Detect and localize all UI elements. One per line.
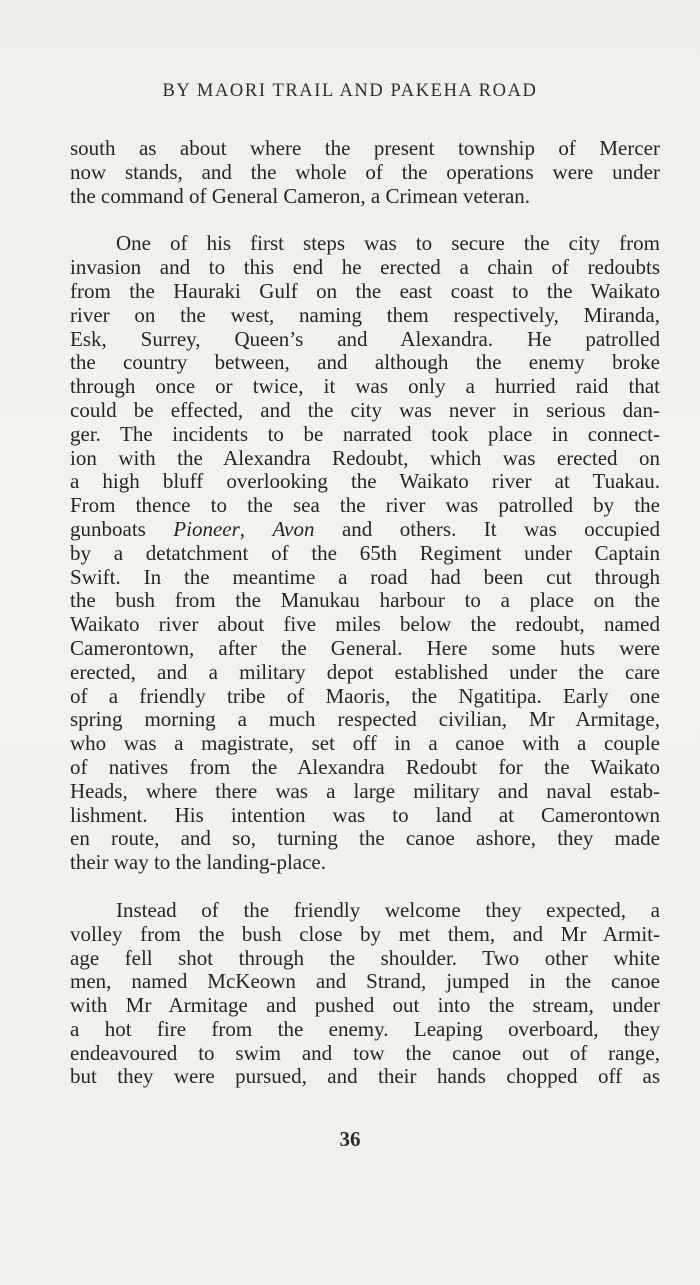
paragraph-1 bbox=[70, 137, 660, 208]
text-line: Camerontown, after the General. Here some huts were bbox=[70, 635, 660, 660]
text-line: of a friendly tribe of Maoris, the Ngatitipa. Early one bbox=[70, 683, 660, 708]
text-line: From thence to the sea the river was patrolled by the bbox=[70, 493, 660, 518]
text-line: their way to the landing-place. bbox=[70, 850, 326, 875]
text-line: of natives from the Alexandra Redoubt for the Waikato bbox=[70, 754, 660, 779]
text-line: Heads, where there was a large military and naval estab- bbox=[70, 778, 660, 803]
text-line: age fell shot through the shoulder. Two other white bbox=[70, 945, 660, 970]
body-text bbox=[70, 137, 660, 1089]
text-line: the country between, and although the enemy broke bbox=[70, 350, 660, 375]
paragraph-2 bbox=[70, 232, 660, 875]
text-line: now stands, and the whole of the operations were under bbox=[70, 159, 660, 184]
text-line-italic-ships: gunboats Pioneer, Avon and others. It was occupied bbox=[70, 516, 660, 541]
text-line: from the Hauraki Gulf on the east coast to the Waikato bbox=[70, 278, 660, 303]
text-line: spring morning a much respected civilian, Mr Armitage, bbox=[70, 707, 660, 732]
text-line: lishment. His intention was to land at Camerontown bbox=[70, 802, 660, 827]
text-line: ger. The incidents to be narrated took place in connect- bbox=[70, 421, 660, 446]
text-line: Waikato river about five miles below the redoubt, named bbox=[70, 612, 660, 637]
text-line: south as about where the present township of Mercer bbox=[70, 136, 660, 160]
running-header: BY MAORI TRAIL AND PAKEHA ROAD bbox=[162, 81, 538, 101]
ship-name: Pioneer bbox=[173, 516, 240, 541]
text-line: erected, and a military depot established under the care bbox=[70, 659, 660, 684]
page-number: 36 bbox=[339, 1127, 361, 1151]
text-line: a hot fire from the enemy. Leaping overboard, they bbox=[70, 1016, 660, 1041]
text-line: with Mr Armitage and pushed out into the stream, under bbox=[70, 993, 660, 1018]
text-line: invasion and to this end he erected a chain of redoubts bbox=[70, 255, 660, 280]
text-line: the command of General Cameron, a Crimean veteran. bbox=[70, 183, 531, 208]
text-line: a high bluff overlooking the Waikato river at Tuakau. bbox=[70, 469, 660, 494]
ship-name: Avon bbox=[272, 516, 315, 541]
paragraph-3 bbox=[70, 899, 660, 1089]
text-line: en route, and so, turning the canoe ashore, they made bbox=[70, 826, 660, 851]
text-line: the bush from the Manukau harbour to a place on the bbox=[70, 588, 660, 613]
text-line: who was a magistrate, set off in a canoe with a couple bbox=[70, 731, 660, 756]
text-line: could be effected, and the city was never in serious dan- bbox=[70, 397, 660, 422]
text-line: men, named McKeown and Strand, jumped in the canoe bbox=[70, 969, 660, 994]
text-line: by a detatchment of the 65th Regiment under Captain bbox=[70, 540, 660, 565]
text-line: river on the west, naming them respectively, Miranda, bbox=[70, 302, 660, 327]
text-line: Swift. In the meantime a road had been cut through bbox=[70, 564, 660, 589]
text-line: but they were pursued, and their hands chopped off as bbox=[70, 1064, 660, 1089]
text-line: through once or twice, it was only a hurried raid that bbox=[70, 374, 660, 399]
text-line: endeavoured to swim and tow the canoe out of range, bbox=[70, 1040, 660, 1065]
text-line: One of his first steps was to secure the city from bbox=[116, 231, 660, 256]
text-line: Instead of the friendly welcome they expected, a bbox=[116, 897, 660, 922]
text-line: ion with the Alexandra Redoubt, which was erected on bbox=[70, 445, 660, 470]
text-line: Esk, Surrey, Queen’s and Alexandra. He patrolled bbox=[70, 326, 660, 351]
text-line: volley from the bush close by met them, and Mr Armit- bbox=[70, 921, 660, 946]
